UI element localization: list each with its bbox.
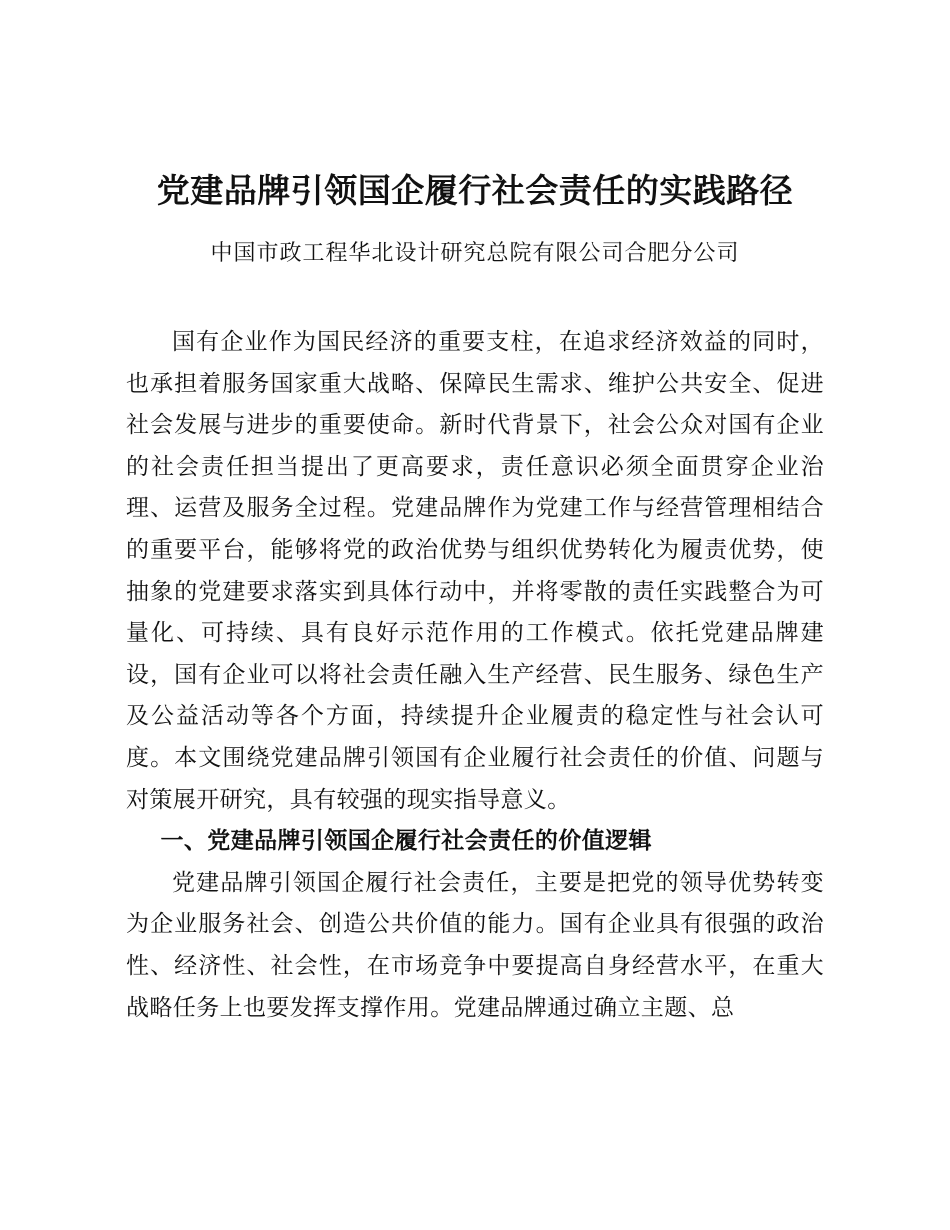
document-title: 党建品牌引领国企履行社会责任的实践路径	[156, 171, 794, 210]
intro-paragraph: 国有企业作为国民经济的重要支柱，在追求经济效益的同时，也承担着服务国家重大战略、保障民生需求、维护公共安全、促进社会发展与进步的重要使命。新时代背景下，社会公众对国有企业的社会责任担当提出了更高要求，责任意识必须全面贯穿企业治理、运营及服务全过程。党建品牌作为党建工作与经营管理相结合的重要平台，能够将党的政治优势与组织优势转化为履责优势，使抽象的党建要求落实到具体行动中，并将零散的责任实践整合为可量化、可持续、具有良好示范作用的工作模式。依托党建品牌建设，国有企业可以将社会责任融入生产经营、民生服务、绿色生产及公益活动等各个方面，持续提升企业履责的稳定性与社会认可度。本文围绕党建品牌引领国有企业履行社会责任的价值、问题与对策展开研究，具有较强的现实指导意义。	[126, 329, 824, 813]
document-body	[126, 322, 824, 1029]
organization-name: 中国市政工程华北设计研究总院有限公司合肥分公司	[210, 241, 740, 266]
section-heading: 一、党建品牌引领国企履行社会责任的价值逻辑	[160, 828, 652, 855]
section-paragraph: 党建品牌引领国企履行社会责任，主要是把党的领导优势转变为企业服务社会、创造公共价值的能力。国有企业具有很强的政治性、经济性、社会性，在市场竞争中要提高自身经营水平，在重大战略任务上也要发挥支撑作用。党建品牌通过确立主题、总	[126, 869, 824, 1021]
